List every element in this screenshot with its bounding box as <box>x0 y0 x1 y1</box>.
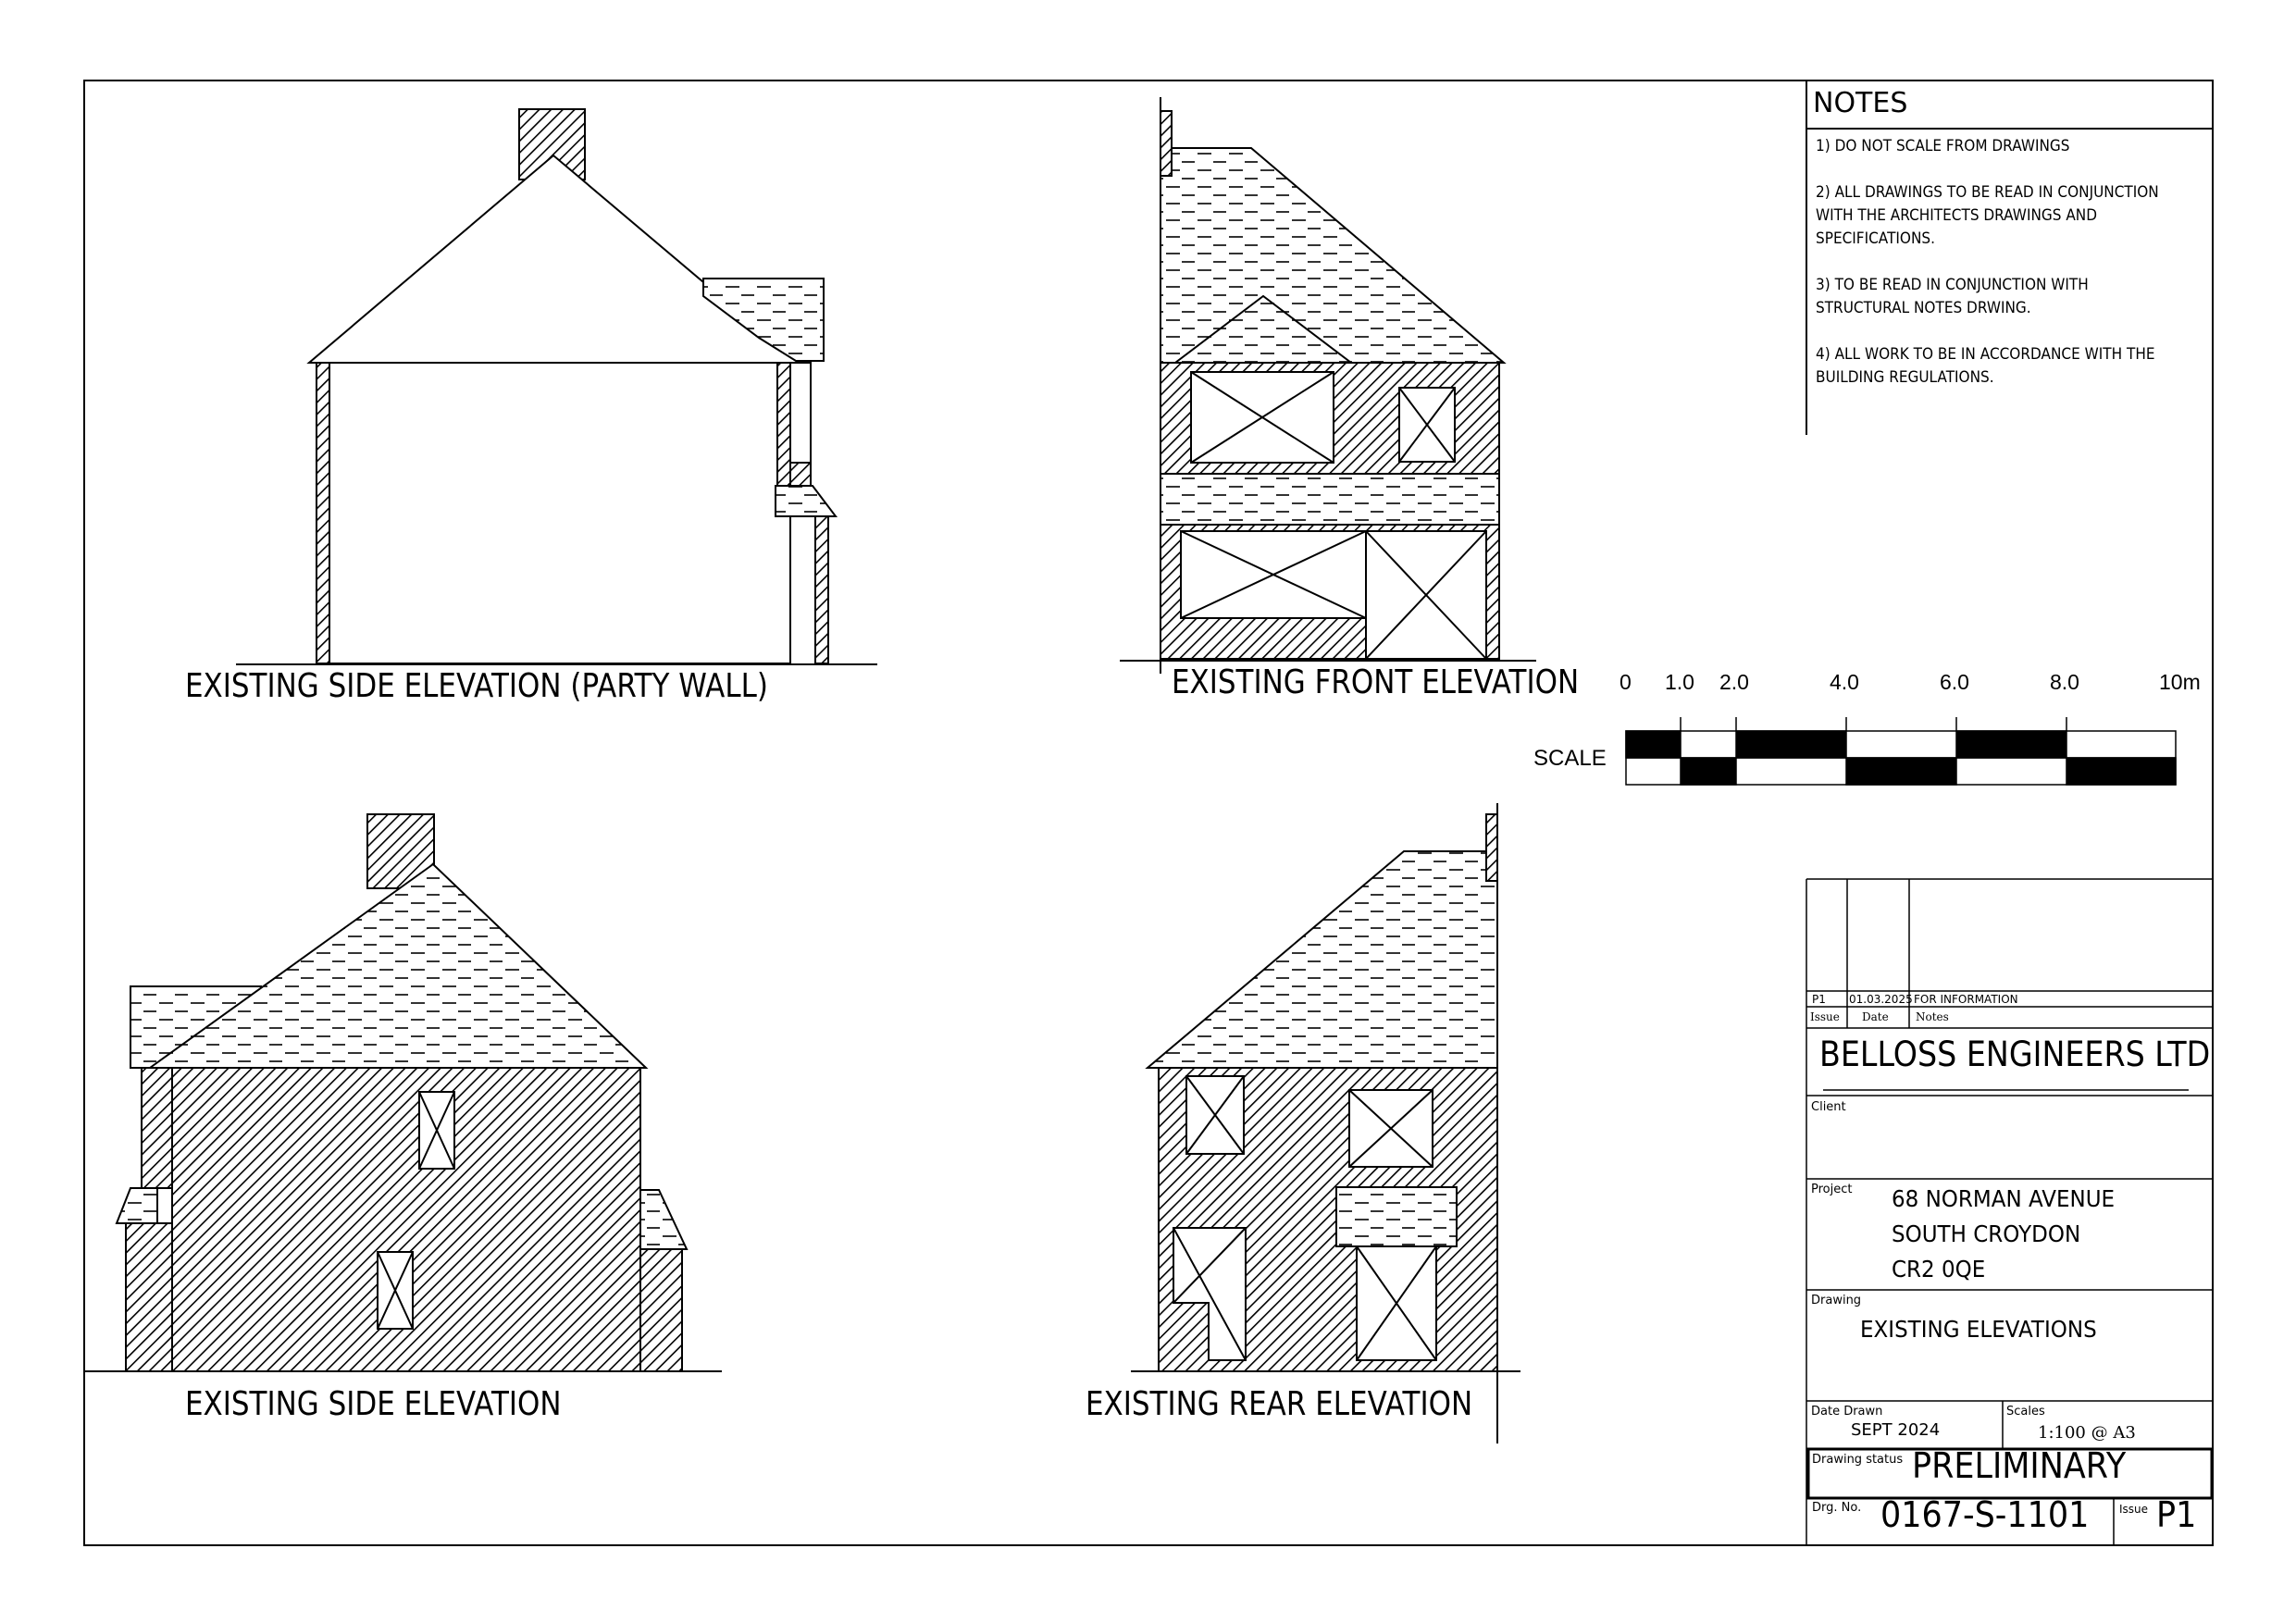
drawing-title: EXISTING ELEVATIONS <box>1860 1316 2097 1343</box>
drawing-status-label: Drawing status <box>1812 1453 1904 1467</box>
project-label: Project <box>1811 1183 1853 1196</box>
scale-tick-label: 6.0 <box>1940 670 1969 694</box>
note-item: 1) DO NOT SCALE FROM DRAWINGS <box>1816 137 2070 155</box>
drg-no-value: 0167-S-1101 <box>1880 1494 2090 1535</box>
revision-date-header: Date <box>1862 1010 1889 1023</box>
scale-tick-label: 4.0 <box>1830 670 1859 694</box>
client-label: Client <box>1811 1100 1846 1114</box>
drg-no-label: Drg. No. <box>1812 1501 1862 1515</box>
note-item: 4) ALL WORK TO BE IN ACCORDANCE WITH THE BUILDING REGULATIONS. <box>1816 345 2155 387</box>
date-drawn-label: Date Drawn <box>1811 1405 1883 1419</box>
scale-tick-label: 0 <box>1620 670 1632 694</box>
revision-notes-header: Notes <box>1916 1010 1949 1023</box>
scale-tick-label: 8.0 <box>2050 670 2079 694</box>
drawing-label: Drawing <box>1811 1294 1862 1307</box>
project-address-line: SOUTH CROYDON <box>1892 1220 2081 1247</box>
front-elevation-drawing <box>1120 97 1536 674</box>
project-address-line: 68 NORMAN AVENUE <box>1892 1185 2116 1212</box>
revision-notes: FOR INFORMATION <box>1914 993 2018 1006</box>
notes-heading: NOTES <box>1813 87 1908 119</box>
scale-tick-label: 1.0 <box>1665 670 1694 694</box>
company-name: BELLOSS ENGINEERS LTD <box>1819 1035 2211 1074</box>
drawing-status-value: PRELIMINARY <box>1912 1445 2127 1486</box>
scale-tick-label: 10m <box>2159 670 2201 694</box>
scale-label: SCALE <box>1533 746 1607 771</box>
side-elevation-party-wall-drawing <box>236 109 877 664</box>
revision-issue-header: Issue <box>1810 1010 1840 1023</box>
issue-value: P1 <box>2156 1494 2197 1535</box>
side-elevation-title: EXISTING SIDE ELEVATION <box>185 1385 562 1423</box>
side-elevation-drawing <box>84 814 722 1371</box>
date-drawn-value: SEPT 2024 <box>1851 1420 1941 1440</box>
issue-label: Issue <box>2119 1503 2149 1516</box>
revision-issue: P1 <box>1812 993 1826 1006</box>
rear-elevation-drawing <box>1131 803 1520 1443</box>
note-item: 2) ALL DRAWINGS TO BE READ IN CONJUNCTION WITH THE ARCHITECTS DRAWINGS AND SPECIFICATIONS. <box>1816 183 2159 248</box>
front-elevation-title: EXISTING FRONT ELEVATION <box>1172 663 1580 701</box>
revision-date: 01.03.2025 <box>1849 993 1913 1006</box>
scale-bar <box>1626 717 2176 785</box>
note-item: 3) TO BE READ IN CONJUNCTION WITH STRUCTURAL NOTES DRWING. <box>1816 276 2089 317</box>
side-elevation-party-wall-title: EXISTING SIDE ELEVATION (PARTY WALL) <box>185 667 768 705</box>
scales-label: Scales <box>2006 1405 2045 1419</box>
scales-value: 1:100 @ A3 <box>2038 1423 2136 1443</box>
scale-tick-label: 2.0 <box>1719 670 1749 694</box>
rear-elevation-title: EXISTING REAR ELEVATION <box>1086 1385 1473 1423</box>
project-address-line: CR2 0QE <box>1892 1256 1986 1282</box>
